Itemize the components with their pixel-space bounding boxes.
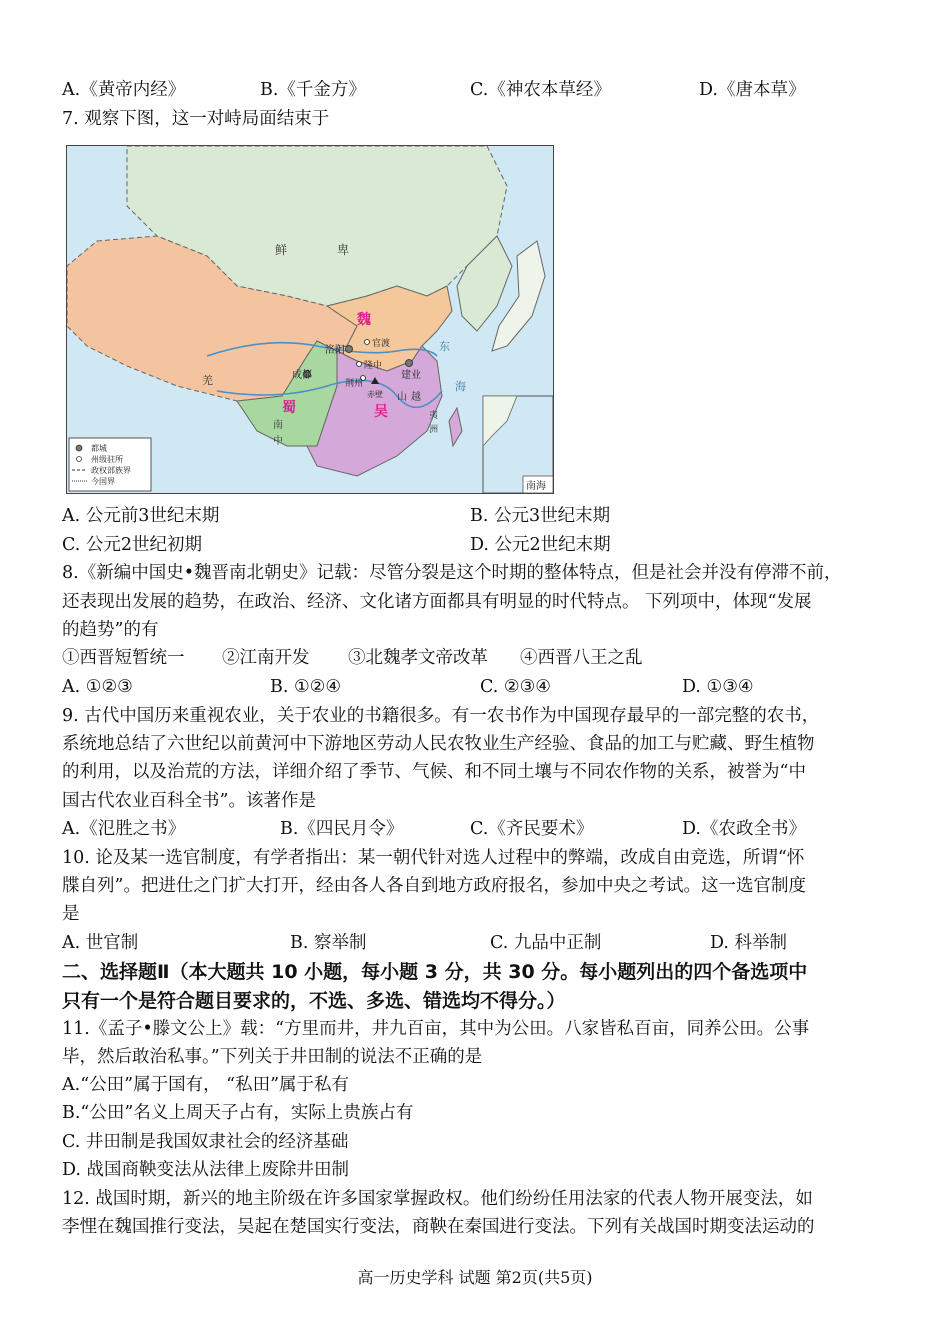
q7-option-d: D. 公元2世纪末期 <box>470 535 611 555</box>
legend-seat-icon <box>77 457 82 462</box>
q9-options <box>62 815 892 843</box>
q8-line-3: 的趋势”的有 <box>62 620 159 640</box>
label-shan: 山 <box>397 392 407 403</box>
city-jianye: 建业 <box>401 370 421 381</box>
q11-line-2: 毕，然后敢治私事。”下列关于井田制的说法不正确的是 <box>62 1047 483 1067</box>
q8-line-1: 8.《新编中国史•魏晋南北朝史》记载：尽管分裂是这个时期的整体特点，但是社会并没有停滞不前， <box>62 563 842 583</box>
legend-capital-icon <box>76 445 82 451</box>
q10-line-2: 牒自列”。把进仕之门扩大打开，经由各人各自到地方政府报名，参加中央之考试。这一选官制度 <box>62 876 806 896</box>
label-nan: 南 <box>273 420 283 431</box>
label-qiang: 羌 <box>202 374 213 387</box>
q11-line-1: 11.《孟子•滕文公上》载：“方里而井，井九百亩，其中为公田。八家皆私百亩，同养公田。公事 <box>62 1019 810 1039</box>
label-yue: 越 <box>411 392 421 403</box>
city-longzhong: 隆中 <box>364 361 383 371</box>
q10-option-d: D. 科举制 <box>710 933 788 953</box>
q8-option-c: C. ②③④ <box>480 677 551 697</box>
longzhong-marker <box>357 362 362 367</box>
q7-options-row2 <box>62 531 892 559</box>
q7-options-row1 <box>62 502 892 530</box>
q8-item-2: ②江南开发 <box>222 648 310 668</box>
q10-option-b: B. 察举制 <box>290 933 367 953</box>
q11-option-c: C. 井田制是我国奴隶社会的经济基础 <box>62 1132 349 1152</box>
q8-option-d: D. ①③④ <box>682 677 754 697</box>
q8-item-4: ④西晋八王之乱 <box>520 648 643 668</box>
q9-option-c: C.《齐民要术》 <box>470 819 594 839</box>
south-sea-label: 南海 <box>526 481 546 492</box>
q8-option-a: A. ①②③ <box>62 677 133 697</box>
q10-line-3: 是 <box>62 904 80 924</box>
legend-seat-label: 州级驻所 <box>91 455 123 464</box>
q8-items <box>62 644 892 672</box>
legend-capital-label: 都城 <box>91 444 107 453</box>
q9-line-2: 系统地总结了六世纪以前黄河中下游地区劳动人民农牧业生产经验、食品的加工与贮藏、野生植物 <box>62 734 815 754</box>
q7-option-b: B. 公元3世纪末期 <box>470 506 611 526</box>
three-kingdoms-map <box>66 145 554 494</box>
jianye-marker <box>406 360 413 367</box>
q9-line-3: 的利用，以及治荒的方法，详细介绍了季节、气候、和不同土壤与不同农作物的关系，被誉为“中 <box>62 762 806 782</box>
q8-option-b: B. ①②④ <box>270 677 342 697</box>
q10-option-c: C. 九品中正制 <box>490 933 602 953</box>
q11-option-b: B.“公田”名义上周天子占有，实际上贵族占有 <box>62 1103 414 1123</box>
label-bei: 卑 <box>337 243 350 257</box>
q10-option-a: A. 世官制 <box>62 933 139 953</box>
q6-option-a: A.《黄帝内经》 <box>62 80 186 100</box>
q6-option-b: B.《千金方》 <box>260 80 366 100</box>
sea-label-dong: 东 <box>439 340 450 353</box>
q8-line-2: 还表现出发展的趋势，在政治、经济、文化诸方面都具有明显的时代特点。 下列项中，体现“发展 <box>62 592 812 612</box>
q12-line-2: 李悝在魏国推行变法，吴起在楚国实行变法，商鞅在秦国进行变法。下列有关战国时期变法运动的 <box>62 1217 815 1237</box>
label-shu: 蜀 <box>282 400 296 416</box>
q10-options <box>62 929 892 957</box>
guandu-marker <box>365 340 370 345</box>
city-luoyang: 洛阳 <box>325 345 345 356</box>
label-wu: 吴 <box>374 404 388 420</box>
label-yi: 夷 <box>429 411 439 421</box>
city-guandu: 官渡 <box>372 339 391 349</box>
q11-option-d: D. 战国商鞅变法从法律上废除井田制 <box>62 1160 350 1180</box>
page-footer: 高一历史学科 试题 第2页(共5页) <box>357 1268 593 1287</box>
label-zhong: 中 <box>273 436 283 447</box>
q10-line-1: 10. 论及某一选官制度，有学者指出：某一朝代针对选人过程中的弊端，改成自由竞选，所谓“怀 <box>62 848 805 868</box>
q9-option-a: A.《氾胜之书》 <box>62 819 186 839</box>
label-zhou: 洲 <box>429 425 439 435</box>
q6-option-c: C.《神农本草经》 <box>470 80 611 100</box>
q7-option-c: C. 公元2世纪初期 <box>62 535 203 555</box>
q8-item-3: ③北魏孝文帝改革 <box>348 648 488 668</box>
label-xian: 鲜 <box>275 243 288 257</box>
city-chibi: 赤壁 <box>367 390 383 399</box>
q11-option-a: A.“公田”属于国有， “私田”属于私有 <box>62 1075 350 1095</box>
q12-line-1: 12. 战国时期，新兴的地主阶级在许多国家掌握政权。他们纷纷任用法家的代表人物开展变法，如 <box>62 1189 813 1209</box>
q8-options <box>62 673 892 701</box>
q6-option-d: D.《唐本草》 <box>699 80 806 100</box>
map-svg <box>67 146 553 493</box>
legend-border-label: 政权部族界 <box>91 466 131 475</box>
city-jingzhou: 荆州 <box>345 379 364 389</box>
sea-label-hai: 海 <box>455 380 466 393</box>
q9-line-1: 9. 古代中国历来重视农业，关于农业的书籍很多。有一农书作为中国现存最早的一部完整的农书， <box>62 706 820 726</box>
q7-option-a: A. 公元前3世纪末期 <box>62 506 220 526</box>
q9-line-4: 国古代农业百科全书”。该著作是 <box>62 791 316 811</box>
q7-stem: 7. 观察下图，这一对峙局面结束于 <box>62 109 330 129</box>
label-wei: 魏 <box>357 312 371 328</box>
section2-heading-line-1: 二、选择题Ⅱ（本大题共 10 小题，每小题 3 分，共 30 分。每小题列出的四个备选项中 <box>62 961 808 983</box>
city-chengdu: 成都 <box>292 370 312 381</box>
q9-option-b: B.《四民月令》 <box>280 819 404 839</box>
luoyang-marker <box>346 346 353 353</box>
q8-item-1: ①西晋短暂统一 <box>62 648 185 668</box>
q9-option-d: D.《农政全书》 <box>682 819 806 839</box>
q6-options <box>62 76 892 104</box>
legend-modern-border-label: 今国界 <box>91 477 115 486</box>
section2-heading-line-2: 只有一个是符合题目要求的，不选、多选、错选均不得分。） <box>62 990 566 1012</box>
